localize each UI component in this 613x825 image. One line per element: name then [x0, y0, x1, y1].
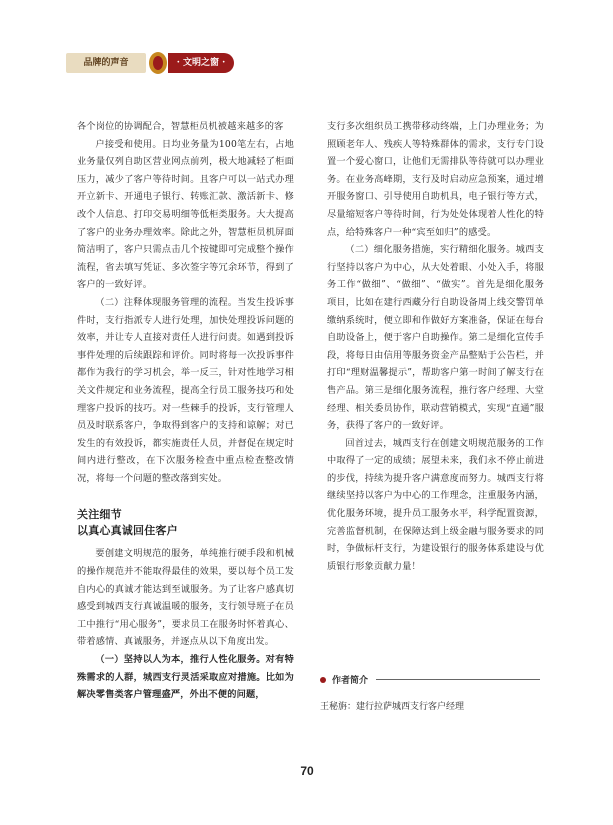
paragraph: 各个岗位的协调配合，智慧柜员机被越来越多的客 — [77, 121, 284, 132]
section-title-line-2: 以真心真诚回住客户 — [77, 524, 178, 538]
divider — [376, 679, 540, 680]
paragraph: 回首过去，城西支行在创建文明规范服务的工作中取得了一定的成绩；展望未来，我们永不停止前进的步伐，持续为提升客户满意度而努力。城西支行将继续坚持以客户为中心的工作理念，注重服务内涵，优化服务环境，提升员工服务水平，科学配置资源，完善监督机制，在保障达到上级金融与服务要求的同时，争做标杆支行，为建设银行的服务体系建设与优质银行形象贡献力量！ — [327, 437, 544, 572]
author-heading — [320, 673, 540, 686]
paragraph: （二）细化服务措施，实行精细化服务。城西支行坚持以客户为中心，从大处着眼、小处入手，将服务工作“做细”、“做细”、“做实”。首先是细化服务项目，比如在建行西藏分行自助设备周上线交警罚单缴纳系统时，便立即和作做好方案准备，保证在每台自助设备上，便于客户自助操作。第二是细化宣传手段，将每日由信用等服务资金产品整贴于公告栏，并打印“理财温馨提示”，帮助客户第一时间了解支行在售产品。第三是细化服务流程，推行客户经理、大堂经理、相关委员协作，联动营销模式，实现“直通”服务，获得了客户的一致好评。 — [327, 244, 544, 432]
author-bio: 王秘旃：建行拉萨城西支行客户经理 — [320, 702, 465, 712]
page-number: 70 — [300, 764, 314, 778]
section-heading — [77, 507, 294, 539]
paragraph: （二）注释体现服务管理的流程。当发生投诉事件时，支行指派专人进行处理，加快处理投诉问题的效率，并让专人直接对责任人进行问责。如遇到投诉事件处理的后续跟踪和评价。同时将每一次投诉事件都作为我行的学习机会，举一反三，针对性地学习相关文件规定和业务流程，提高全行员工服务技巧和处理客户投诉的技巧。对一些棘手的投诉，支行管理人员及时联系客户，争取得到客户的支持和谅解；对已发生的有效投诉，都实施责任人员，并督促在规定时间内进行整改，在下次服务检查中重点检查整改情况，将每一个问题的整改落到实处。 — [77, 296, 294, 484]
author-heading-label: 作者简介 — [332, 676, 369, 686]
header-brand-label: 品牌的声音 — [66, 53, 146, 73]
page-header — [66, 50, 236, 76]
right-column — [327, 118, 544, 575]
author-box — [320, 673, 540, 714]
bullet-icon — [320, 677, 326, 683]
paragraph: 支行多次组织员工携带移动终端，上门办理业务；为照顾老年人、残疾人等特殊群体的需求，支行专门设置一个爱心窗口，让他们无需排队等待就可以办理业务。在业务高峰期，支行及时启动应急预案，通过增开服务窗口、引导使用自助机具，电子银行等方式，尽量缩短客户等待时间，行为处处体现着人性化的特点，给特殊客户一种“宾至如归”的感受。 — [327, 121, 544, 238]
paragraph: 要创建文明规范的服务，单纯推行硬手段和机械的操作规范并不能取得最佳的效果，要以每个员工发自内心的真诚才能达到至诚服务。为了让客户感真切感受到城西支行真诚温暖的服务，支行领导班子在员工中推行“用心服务”，要求员工在服务时怀着真心、带着感情、真诚服务，并逐点从以下角度出发。 — [77, 548, 294, 648]
header-section-label: · 文明之窗 · — [168, 53, 234, 73]
section-title-line-1: 关注细节 — [77, 508, 122, 522]
left-column — [77, 118, 294, 704]
paragraph: 户接受和使用。日均业务量为100笔左右，占地业务量仅列自助区营业网点前列，极大地减轻了柜面压力，减少了客户等待时间。且客户可以一站式办理开立新卡、开通电子银行、转账汇款、激活新卡、修改个人信息、打印交易明细等低柜类服务。大大提高了客户的业务办理效率。除此之外，智慧柜员机屏面简洁明了，客户只需点击几个按键即可完成整个操作流程，省去填写凭证、多次签字等冗余环节，得到了客户的一致好评。 — [77, 138, 294, 291]
seal-icon — [147, 50, 169, 76]
paragraph: （一）坚持以人为本，推行人性化服务。对有特殊需求的人群，城西支行灵活采取应对措施。比如为解决零售类客户管理盛严，外出不便的问题， — [77, 654, 294, 701]
